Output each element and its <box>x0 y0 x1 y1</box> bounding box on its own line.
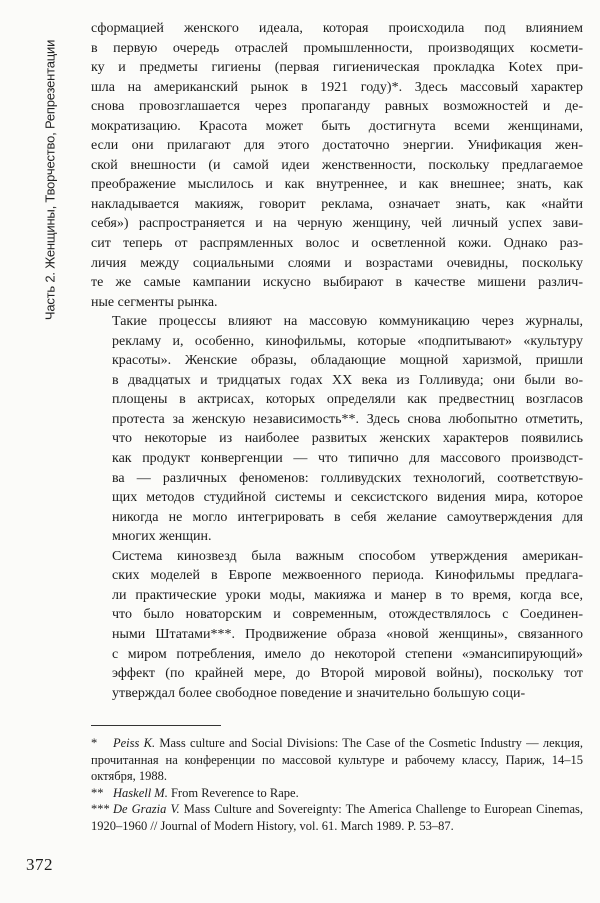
text-line: с миром потребления, имело до некоторой степени «эмансипирующий» <box>112 646 583 662</box>
footnote-text: Mass Culture and Sovereignty: The America Challenge to European Cinemas, 1920–1960 // Journal of Modern History, vol. 61. March 1989. P. 53–87. <box>91 802 583 833</box>
text-line: никогда не могло интегрировать в себя желание самоутверждения для <box>112 509 583 525</box>
footnote-author: Haskell M. <box>113 785 168 800</box>
footnote-text: Mass culture and Social Divisions: The Case of the Cosmetic Industry — лекция, прочитанная на конференции по массовой культуре и рабочему классу, Париж, 14–15 октября, 1988. <box>91 736 584 783</box>
text-line: ку и предметы гигиены (первая гигиеническая прокладка Kotex при- <box>91 60 583 76</box>
running-head <box>40 30 60 330</box>
footnotes <box>91 735 583 834</box>
text-line: преображение мыслилось и как внутреннее, и как внешнее; знать, как <box>91 177 583 193</box>
running-head-text: Часть 2. Женщины, Творчество, Репрезентации <box>42 39 58 321</box>
footnote-marker: *** <box>91 802 110 816</box>
text-line: себя») распространяется и на черную женщину, чей личный успех зави- <box>91 216 583 232</box>
text-line: что некоторые из наиболее развитых женских характеров появились <box>112 431 583 447</box>
text-line: сит теперь от распрямленных волос и осветленной кожи. Однако раз- <box>91 236 583 252</box>
text-line: в первую очередь отраслей промышленности, производящих космети- <box>91 40 583 56</box>
text-line: шла на американский рынок в 1921 году)*. Здесь массовый характер <box>91 79 583 95</box>
text-line: ными Штатами***. Продвижение образа «новой женщины», связанного <box>112 626 583 642</box>
text-line: ли практические уроки моды, макияжа и манер в то время, когда все, <box>112 587 583 603</box>
footnote <box>91 735 583 785</box>
text-line: красоты». Женские образы, обладающие мощной харизмой, пришли <box>112 353 583 369</box>
footnote-text: From Reverence to Rape. <box>170 785 299 800</box>
main-text <box>91 19 583 703</box>
footnote-author: Peiss K. <box>113 736 156 750</box>
text-line: Система кинозвезд была важным способом утверждения американ- <box>112 548 583 564</box>
footnote-author: De Grazia V. <box>113 802 180 816</box>
text-line: накладывается макияж, говорит реклама, означает знать, как «найти <box>91 196 583 212</box>
text-line: ских моделей в Европе межвоенного периода. Кинофильмы предлага- <box>112 568 583 584</box>
text-line: в двадцатых и тридцатых годах XX века из Голливуда; они были во- <box>112 372 583 388</box>
page-number: 372 <box>26 855 53 874</box>
text-line: площены в актрисах, которых определяли как предвестниц возгласов <box>112 392 583 408</box>
text-line: многих женщин. <box>112 529 212 545</box>
text-line: ской внешности (и самой идеи женственности, поскольку предлагаемое <box>91 157 583 173</box>
text-line: что было новаторским и современным, отождествлялось с Соединен- <box>112 607 583 623</box>
footnote <box>91 801 583 834</box>
text-line: протеста за женскую независимость**. Здесь снова любопытно отметить, <box>112 411 583 427</box>
text-line: те же самые кампании искусно выбирают в качестве мишени различ- <box>91 275 583 291</box>
paragraph <box>91 19 583 312</box>
text-line: щих методов студийной системы и сексистского видения мира, которое <box>112 490 583 506</box>
text-line: эффект (по крайней мере, до Второй мировой войны), поскольку тот <box>112 666 583 682</box>
text-line: Такие процессы влияют на массовую коммуникацию через журналы, <box>112 314 583 330</box>
paragraph <box>91 312 583 547</box>
paragraph <box>91 547 583 703</box>
text-line: как продукт конвергенции — что типично для массового производст- <box>112 451 583 467</box>
footnote-marker: ** <box>91 785 104 800</box>
text-line: ные сегменты рынка. <box>91 294 218 310</box>
text-line: мократизацию. Красота может быть достигнута всеми женщинами, <box>91 118 583 134</box>
footnote <box>91 785 583 802</box>
text-line: если они прилагают для этого достаточно энергии. Унификация жен- <box>91 138 583 154</box>
text-line: рекламу и, особенно, кинофильмы, которые «подпитывают» «культуру <box>112 333 583 349</box>
text-line: ва — различных феноменов: голливудских технологий, соответствую- <box>112 470 583 486</box>
footnote-marker: * <box>91 736 98 750</box>
text-line: личия между социальными слоями и возрастами очевидны, поскольку <box>91 255 583 271</box>
text-line: сформацией женского идеала, которая происходила под влиянием <box>91 21 583 36</box>
footnote-divider <box>91 725 221 726</box>
text-line: снова провозглашается через пропаганду равных возможностей и де- <box>91 99 583 115</box>
text-line: утверждал более свободное поведение и значительно большую соци- <box>112 685 526 701</box>
